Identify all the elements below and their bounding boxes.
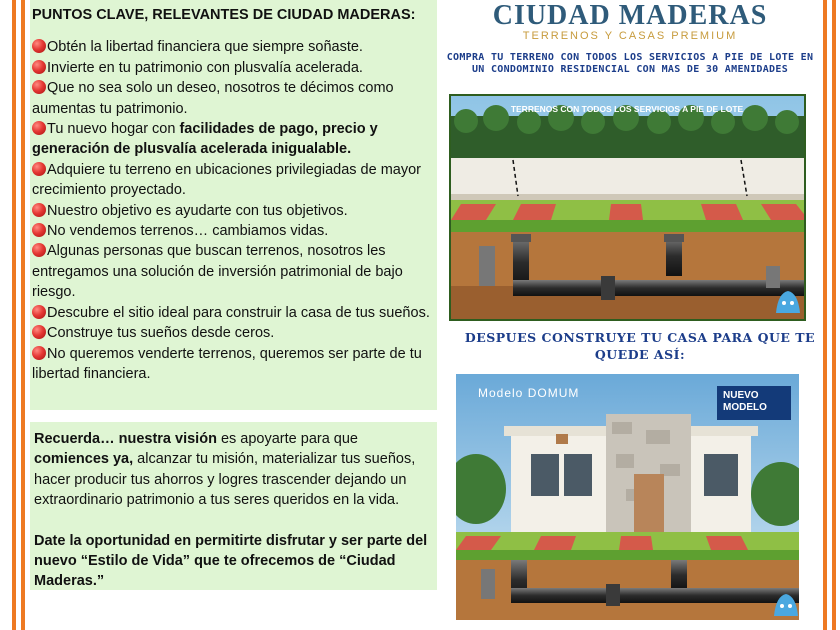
lot-services-image xyxy=(449,94,806,321)
key-point-text: No vendemos terrenos… cambiamos vidas. xyxy=(47,223,329,240)
key-point-item xyxy=(32,58,433,78)
key-points-panel xyxy=(30,0,437,410)
key-point-item xyxy=(32,119,433,160)
vision-panel xyxy=(30,422,437,590)
key-point-item xyxy=(32,78,433,119)
red-bullet-icon xyxy=(32,121,46,135)
lot-illustration xyxy=(451,96,804,319)
red-bullet-icon xyxy=(32,60,46,74)
badge-line-1: NUEVO xyxy=(723,390,759,401)
key-point-text: Nuestro objetivo es ayudarte con tus objetivos. xyxy=(47,202,348,219)
key-point-bold: facilidades de pago, precio y generación de plusvalía acelerada inigualable. xyxy=(32,121,378,158)
key-point-item xyxy=(32,201,433,221)
vision-text-2: alcanzar tu misión, materializar tus sueños, hacer producir tus ahorros y logres trascender dejando un extraordinario patrimonio a tus seres queridos en la vida. xyxy=(34,451,416,509)
key-point-item xyxy=(32,303,433,323)
badge-line-2: MODELO xyxy=(723,402,767,413)
brand-logo xyxy=(440,0,820,46)
new-model-badge xyxy=(717,386,791,420)
key-point-text: Que no sea solo un deseo, nosotros te décimos como aumentas tu patrimonio. xyxy=(32,80,394,117)
key-point-item xyxy=(32,344,433,385)
key-point-text: Construye tus sueños desde ceros. xyxy=(47,325,275,342)
key-point-item xyxy=(32,241,433,302)
key-point-text: Adquiere tu terreno en ubicaciones privilegiadas de mayor crecimiento proyectado. xyxy=(32,161,421,199)
logo-tagline: TERRENOS Y CASAS PREMIUM xyxy=(522,30,738,42)
key-points-title: PUNTOS CLAVE, RELEVANTES DE CIUDAD MADERAS: xyxy=(32,7,416,23)
key-point-text: Tu nuevo hogar con xyxy=(47,121,180,138)
key-points-list xyxy=(32,37,433,384)
vision-emphasis: comiences ya, xyxy=(34,451,134,468)
key-point-text: No queremos venderte terrenos, queremos ser parte de tu libertad financiera. xyxy=(32,345,422,382)
key-point-text: Invierte en tu patrimonio con plusvalía acelerada. xyxy=(47,59,363,76)
right-border-stripe-inner xyxy=(823,0,827,630)
logo-name: CIUDAD MADERAS xyxy=(492,0,768,31)
key-point-item xyxy=(32,37,433,57)
red-bullet-icon xyxy=(32,39,46,53)
right-border-stripe-outer xyxy=(832,0,836,630)
key-point-text: Descubre el sitio ideal para construir la casa de tus sueños. xyxy=(47,304,430,321)
red-bullet-icon xyxy=(32,346,46,360)
red-bullet-icon xyxy=(32,325,46,339)
red-bullet-icon xyxy=(32,162,46,176)
vision-lead: Recuerda… nuestra visión xyxy=(34,431,217,447)
build-house-heading: DESPUES CONSTRUYE TU CASA PARA QUE TE QUEDE ASÍ: xyxy=(464,330,816,362)
left-border-stripe-inner xyxy=(21,0,25,630)
vision-paragraph xyxy=(34,429,433,511)
key-point-item xyxy=(32,323,433,343)
key-point-item xyxy=(32,221,433,241)
lot-caption: TERRENOS CON TODOS LOS SERVICIOS A PIE DE LOTE xyxy=(510,104,744,114)
red-bullet-icon xyxy=(32,243,46,257)
model-name: Modelo DOMUM xyxy=(478,386,580,400)
red-bullet-icon xyxy=(32,223,46,237)
key-point-item xyxy=(32,160,433,201)
house-model-image xyxy=(456,374,799,620)
left-border-stripe-outer xyxy=(12,0,16,630)
promo-text: COMPRA TU TERRENO CON TODOS LOS SERVICIOS A PIE DE LOTE EN UN CONDOMINIO RESIDENCIAL CON MAS DE 30 AMENIDADES xyxy=(446,52,814,75)
key-point-text: Algunas personas que buscan terrenos, nosotros les entregamos una solución de inversión patrimonial de bajo riesgo. xyxy=(32,243,403,301)
invitation-paragraph: Date la oportunidad en permitirte disfrutar y ser parte del nuevo “Estilo de Vida” que te ofrecemos de “Ciudad Maderas.” xyxy=(34,532,428,590)
red-bullet-icon xyxy=(32,80,46,94)
key-point-text: Obtén la libertad financiera que siempre soñaste. xyxy=(47,39,363,56)
red-bullet-icon xyxy=(32,203,46,217)
vision-text-1: es apoyarte para que xyxy=(216,431,358,447)
red-bullet-icon xyxy=(32,305,46,319)
